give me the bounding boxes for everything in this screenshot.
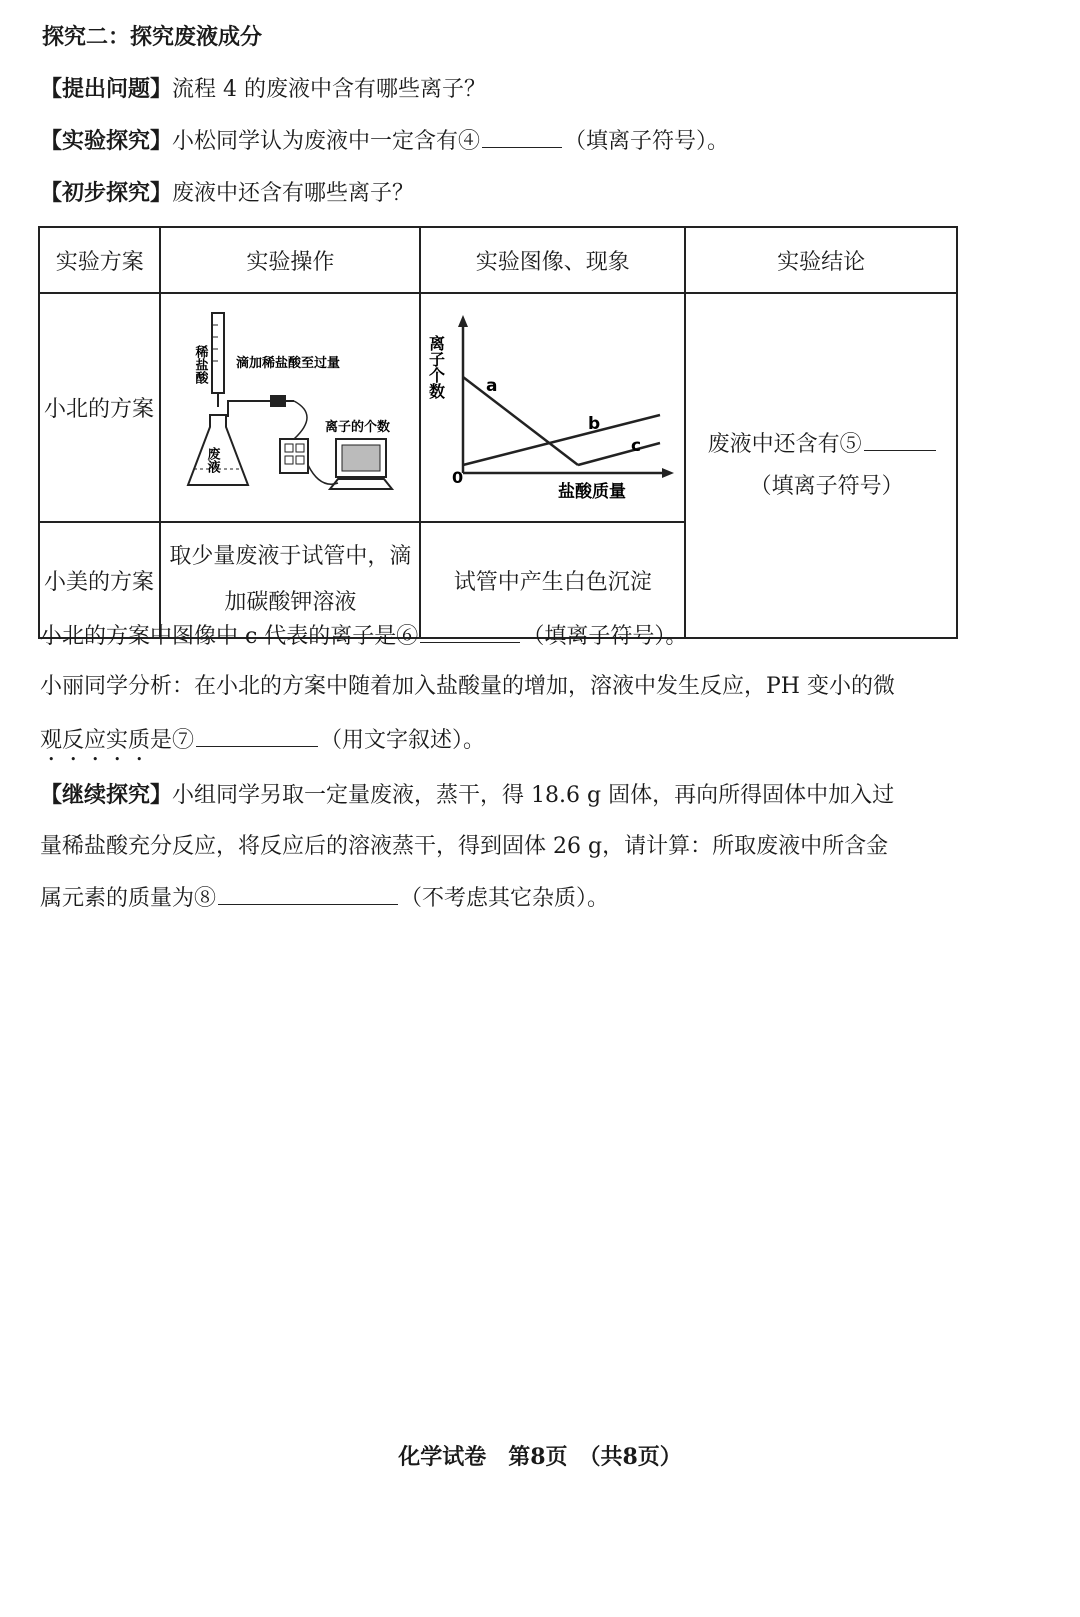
conclusion-line-1 bbox=[690, 424, 955, 466]
row-label-xiaobei: 小北的方案 bbox=[39, 293, 160, 522]
line-c-label: c bbox=[630, 435, 641, 456]
burette-label: 稀盐酸 bbox=[192, 344, 208, 384]
question-8-line-3 bbox=[40, 888, 609, 910]
operation-line-2: 加碳酸钾溶液 bbox=[224, 590, 357, 615]
answer-blank-8[interactable] bbox=[218, 903, 398, 905]
graph-cell bbox=[420, 293, 685, 522]
line-a-label: a bbox=[485, 375, 498, 396]
header-phenomenon: 实验图像、现象 bbox=[420, 227, 685, 293]
operation-cell bbox=[160, 522, 420, 638]
question-7-text: 是⑦ bbox=[150, 728, 195, 753]
experiment-table bbox=[38, 226, 958, 639]
header-conclusion: 实验结论 bbox=[685, 227, 957, 293]
question-6 bbox=[40, 626, 687, 648]
question-preliminary-tag: 【初步探究】 bbox=[40, 180, 173, 206]
answer-blank-7[interactable] bbox=[196, 745, 318, 747]
question-raise bbox=[40, 78, 486, 101]
drip-label: 滴加稀盐酸至过量 bbox=[236, 355, 341, 371]
page-footer: 化学试卷 第8页 （共8页） bbox=[398, 1444, 682, 1470]
line-b-label: b bbox=[587, 413, 600, 434]
question-7-emphasis: 观反应实质 bbox=[40, 728, 151, 753]
row-label-xiaomei: 小美的方案 bbox=[39, 522, 160, 638]
question-7-line-1: 小丽同学分析：在小北的方案中随着加入盐酸量的增加，溶液中发生反应，PH 变小的微 bbox=[40, 674, 895, 699]
question-7-line-2 bbox=[40, 728, 485, 766]
ion-count-graph bbox=[428, 305, 678, 505]
question-7-hint: （用文字叙述）。 bbox=[320, 728, 486, 753]
phenomenon-cell: 试管中产生白色沉淀 bbox=[420, 522, 685, 638]
question-raise-tag: 【提出问题】 bbox=[40, 76, 173, 102]
question-8-hint: （不考虑其它杂质）。 bbox=[400, 886, 610, 911]
question-experiment bbox=[40, 130, 729, 153]
question-experiment-tag: 【实验探究】 bbox=[40, 128, 173, 154]
question-experiment-text: 小松同学认为废液中一定含有④ bbox=[172, 129, 481, 154]
question-6-text: 小北的方案中图像中 c 代表的离子是⑥ bbox=[40, 624, 419, 649]
question-preliminary-text: 废液中还含有哪些离子？ bbox=[172, 181, 415, 206]
answer-blank-6[interactable] bbox=[420, 641, 520, 643]
line-a bbox=[463, 377, 578, 465]
question-8-text-3: 属元素的质量为⑧ bbox=[40, 886, 217, 911]
header-plan: 实验方案 bbox=[39, 227, 160, 293]
sensor-probe-icon bbox=[270, 395, 286, 407]
header-operation: 实验操作 bbox=[160, 227, 420, 293]
origin-label: 0 bbox=[451, 467, 463, 487]
section-title: 探究二：探究废液成分 bbox=[42, 24, 263, 50]
question-experiment-hint: （填离子符号）。 bbox=[564, 129, 730, 154]
conclusion-text: 废液中还含有⑤ bbox=[707, 431, 862, 457]
question-8-line-1 bbox=[40, 784, 894, 807]
conclusion-line-2: （填离子符号） bbox=[749, 473, 904, 499]
flask-label: 废液 bbox=[204, 446, 220, 473]
computer-label: 离子的个数 bbox=[325, 419, 391, 435]
line-c bbox=[578, 443, 660, 465]
keyboard-icon bbox=[330, 479, 392, 489]
question-8-text-1: 小组同学另取一定量废液，蒸干，得 18.6 g 固体，再向所得固体中加入过 bbox=[172, 783, 895, 808]
answer-blank-4[interactable] bbox=[482, 146, 562, 148]
question-raise-text: 流程 4 的废液中含有哪些离子？ bbox=[172, 77, 486, 102]
y-axis-label: 离子个数 bbox=[427, 334, 446, 399]
question-preliminary bbox=[40, 182, 414, 205]
answer-blank-5[interactable] bbox=[864, 449, 936, 451]
x-axis-label: 盐酸质量 bbox=[557, 481, 626, 502]
question-6-hint: （填离子符号）。 bbox=[522, 624, 688, 649]
question-8-line-2: 量稀盐酸充分反应，将反应后的溶液蒸干，得到固体 26 g，请计算：所取废液中所含金 bbox=[40, 834, 889, 859]
operation-line-1: 取少量废液于试管中，滴 bbox=[169, 543, 412, 569]
apparatus-cell bbox=[160, 293, 420, 522]
question-8-tag: 【继续探究】 bbox=[40, 782, 173, 808]
apparatus-diagram bbox=[170, 305, 410, 505]
conclusion-cell bbox=[685, 293, 957, 638]
